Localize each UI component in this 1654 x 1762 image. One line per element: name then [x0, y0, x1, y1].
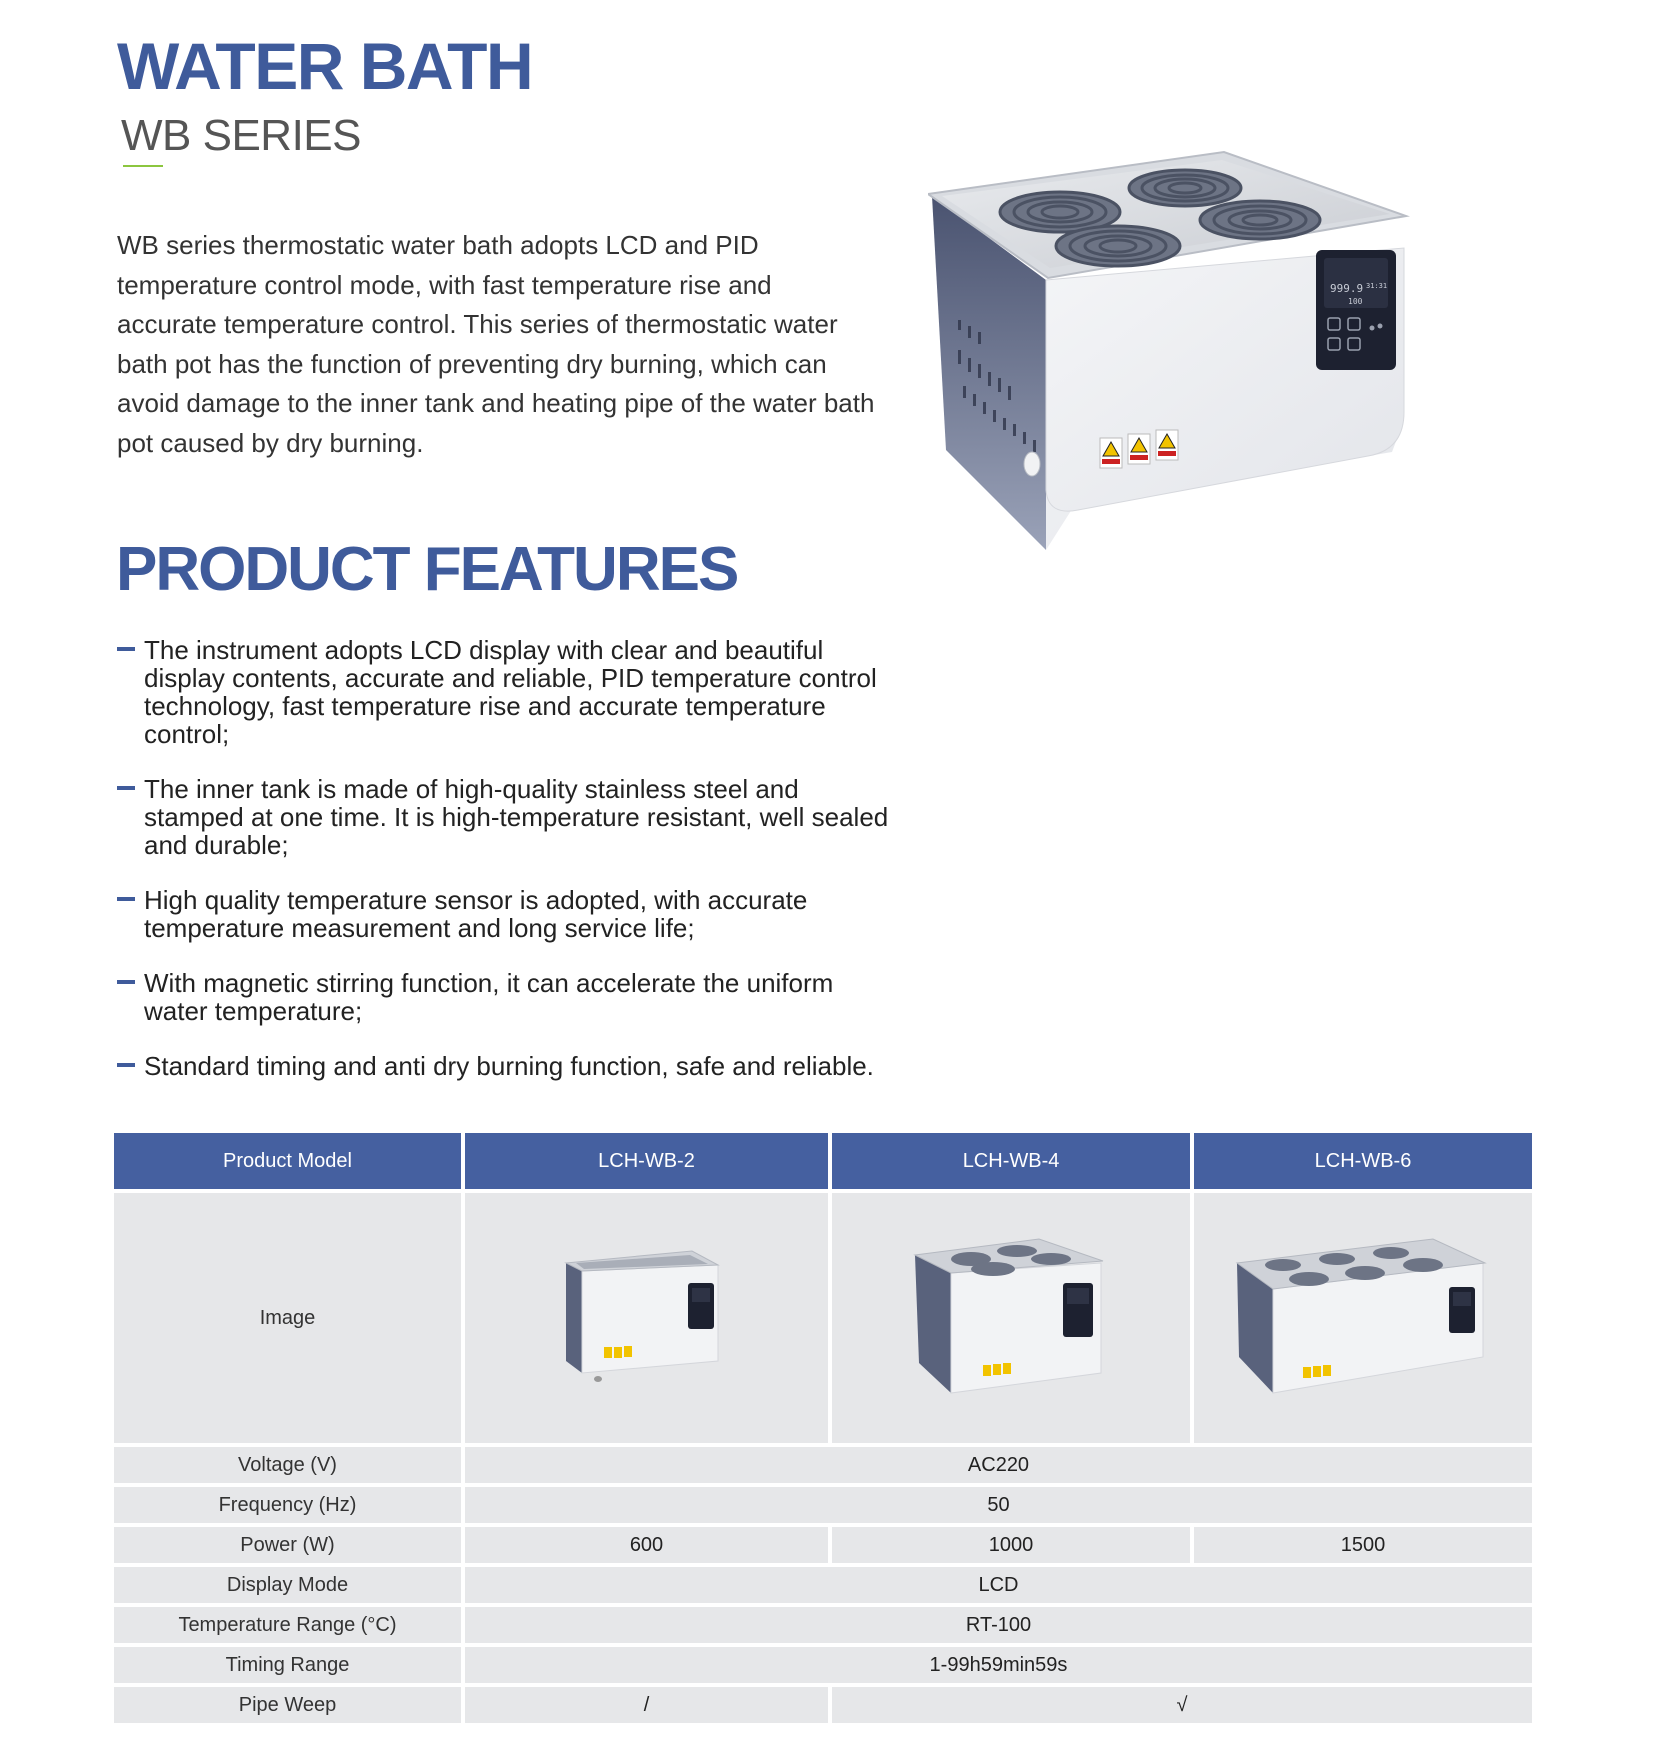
header-lch-wb-2: LCH-WB-2	[465, 1133, 828, 1189]
temperature-range-value: RT-100	[465, 1607, 1532, 1643]
row-label-power: Power (W)	[114, 1527, 461, 1563]
display-mode-value: LCD	[465, 1567, 1532, 1603]
row-label-image: Image	[114, 1193, 461, 1443]
row-label-frequency: Frequency (Hz)	[114, 1487, 461, 1523]
wb4-product-image	[911, 1233, 1111, 1403]
table-row-power	[114, 1527, 1532, 1563]
feature-text: Standard timing and anti dry burning function, safe and reliable.	[144, 1051, 874, 1081]
power-value-wb2: 600	[465, 1527, 828, 1563]
header-lch-wb-4: LCH-WB-4	[832, 1133, 1190, 1189]
table-row-display-mode	[114, 1567, 1532, 1603]
dash-bullet-icon	[117, 980, 135, 984]
features-title: PRODUCT FEATURES	[116, 535, 738, 604]
wb6-product-image	[1233, 1233, 1493, 1403]
hero-display-setpoint: 100	[1348, 297, 1363, 306]
row-label-display-mode: Display Mode	[114, 1567, 461, 1603]
frequency-value: 50	[465, 1487, 1532, 1523]
image-cell-wb6	[1194, 1193, 1532, 1443]
hero-display-value: 999.9	[1330, 282, 1364, 295]
voltage-value: AC220	[465, 1447, 1532, 1483]
dash-bullet-icon	[117, 897, 135, 901]
table-row-voltage	[114, 1447, 1532, 1483]
feature-item	[117, 886, 897, 942]
feature-item	[117, 969, 897, 1025]
feature-text: With magnetic stirring function, it can accelerate the uniform water temperature;	[144, 968, 834, 1026]
row-label-temperature-range: Temperature Range (°C)	[114, 1607, 461, 1643]
feature-item	[117, 636, 897, 748]
features-list	[117, 636, 897, 1080]
table-row-timing-range	[114, 1647, 1532, 1683]
table-row-pipe-weep	[114, 1687, 1532, 1723]
feature-text: The instrument adopts LCD display with clear and beautiful display contents, accurate and reliable, PID temperature control technology, fast temperature rise and accurate temperature control;	[144, 635, 877, 749]
dash-bullet-icon	[117, 647, 135, 651]
feature-text: High quality temperature sensor is adopted, with accurate temperature measurement and long service life;	[144, 885, 808, 943]
row-label-timing-range: Timing Range	[114, 1647, 461, 1683]
header-product-model: Product Model	[114, 1133, 461, 1189]
power-value-wb4: 1000	[832, 1527, 1190, 1563]
pipe-weep-value-wb2: /	[465, 1687, 828, 1723]
timing-range-value: 1-99h59min59s	[465, 1647, 1532, 1683]
water-bath-hero-image	[928, 150, 1478, 580]
intro-paragraph: WB series thermostatic water bath adopts LCD and PID temperature control mode, with fast temperature rise and accurate temperature control. This series of thermostatic water bath pot has the function of preventing dry burning, which can avoid damage to the inner tank and heating pipe of the water bath pot caused by dry burning.	[117, 230, 875, 458]
page-title: WATER BATH	[117, 29, 533, 103]
subtitle-accent-line	[123, 165, 163, 167]
row-label-voltage: Voltage (V)	[114, 1447, 461, 1483]
table-header-row	[114, 1133, 1532, 1189]
feature-item	[117, 1052, 897, 1080]
table-row-temperature-range	[114, 1607, 1532, 1643]
table-row-image	[114, 1193, 1532, 1443]
power-value-wb6: 1500	[1194, 1527, 1532, 1563]
wb2-product-image	[562, 1243, 732, 1393]
hero-display-time: 31:31	[1366, 282, 1388, 290]
row-label-pipe-weep: Pipe Weep	[114, 1687, 461, 1723]
feature-item	[117, 775, 897, 859]
image-cell-wb2	[465, 1193, 828, 1443]
series-subtitle: WB SERIES	[121, 111, 361, 160]
image-cell-wb4	[832, 1193, 1190, 1443]
pipe-weep-value-wb4-wb6: √	[832, 1687, 1532, 1723]
table-row-frequency	[114, 1487, 1532, 1523]
feature-text: The inner tank is made of high-quality stainless steel and stamped at one time. It is high-temperature resistant, well sealed and durable;	[144, 774, 889, 860]
header-lch-wb-6: LCH-WB-6	[1194, 1133, 1532, 1189]
spec-table	[110, 1129, 1536, 1727]
dash-bullet-icon	[117, 786, 135, 790]
dash-bullet-icon	[117, 1063, 135, 1067]
